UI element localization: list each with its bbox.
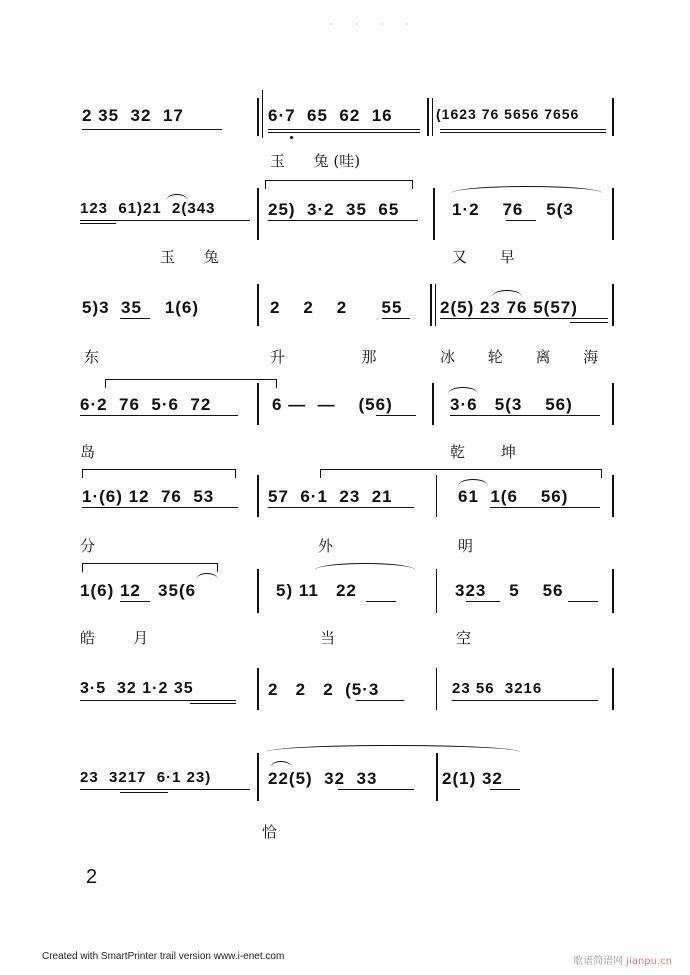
notes-measure: 323 5 56 <box>455 581 564 600</box>
lyric-line: 明 <box>458 537 474 555</box>
notes-measure: 23 3217 6·1 23) <box>80 769 212 786</box>
underline <box>356 700 404 701</box>
barline <box>436 668 437 710</box>
underline <box>366 601 396 602</box>
lyric-line: 玉 兔 (哇) <box>270 152 361 170</box>
phrase-bracket <box>105 379 277 388</box>
notes-measure: 2(1) 32 <box>442 769 503 788</box>
slur <box>452 186 602 193</box>
barline <box>427 98 429 136</box>
underline <box>268 129 420 130</box>
underline <box>466 601 500 602</box>
watermark-latin: jianpu.cn <box>626 956 672 967</box>
notes-measure: 3·6 5(3 56) <box>450 395 573 414</box>
underline <box>268 132 420 133</box>
underline <box>452 700 598 701</box>
underline <box>490 789 520 790</box>
barline <box>257 475 259 517</box>
notes-measure: 1·2 76 5(3 <box>452 200 574 219</box>
lyric-line: 皓 月 <box>80 629 149 647</box>
barline <box>257 284 259 326</box>
barline <box>612 284 614 326</box>
notes-measure: 6 — — (56) <box>272 395 393 414</box>
underline <box>80 415 238 416</box>
barline <box>612 569 614 613</box>
underline <box>190 703 236 704</box>
underline <box>120 792 168 793</box>
notes-measure: 2(5) 23 76 5(57) <box>440 298 578 317</box>
underline <box>120 318 150 319</box>
barline <box>432 98 433 136</box>
lyric-line: 空 <box>456 629 472 647</box>
underline <box>120 601 150 602</box>
score-system-2 <box>0 180 690 280</box>
score-system-4 <box>0 375 690 475</box>
score-system-8 <box>0 745 690 845</box>
lyric-line: 又 早 <box>452 248 529 266</box>
notes-measure: 57 6·1 23 21 <box>268 487 393 506</box>
notes-measure: (1623 76 5656 7656 <box>436 106 580 122</box>
phrase-bracket <box>82 469 236 478</box>
underline <box>338 789 414 790</box>
underline <box>80 220 250 221</box>
score-system-5 <box>0 465 690 565</box>
page-number: 2 <box>86 866 98 888</box>
slur <box>492 290 522 297</box>
barline <box>436 569 437 613</box>
notes-measure: 2 2 2 55 <box>270 298 403 317</box>
underline <box>506 220 536 221</box>
underline <box>440 132 606 133</box>
lyric-line: 分 <box>80 537 96 555</box>
barline <box>612 383 614 425</box>
notes-measure: 5) 11 22 <box>276 581 357 600</box>
scan-specks: · · · · <box>330 20 418 29</box>
slur <box>166 194 188 201</box>
barline <box>257 188 259 240</box>
barline <box>612 668 614 710</box>
score-system-1 <box>0 90 690 190</box>
barline <box>435 284 436 326</box>
underline <box>440 129 606 130</box>
lyric-line: 乾 坤 <box>450 443 518 461</box>
barline <box>257 668 259 710</box>
phrase-bracket <box>265 180 413 189</box>
lyric-line: 恰 <box>262 823 278 841</box>
slur <box>458 479 488 486</box>
underline <box>268 507 414 508</box>
barline <box>432 383 434 425</box>
slur <box>270 761 292 768</box>
notes-measure: 2 35 32 17 <box>82 106 184 125</box>
octave-dot <box>290 136 293 139</box>
slur <box>196 573 218 580</box>
notes-measure: 1·(6) 12 76 53 <box>82 487 215 506</box>
phrase-bracket <box>82 563 218 572</box>
underline <box>376 415 416 416</box>
lyric-line: 升 那 <box>270 348 379 366</box>
footer-credit: Created with SmartPrinter trail version www.i-enet.com <box>42 951 285 962</box>
site-watermark <box>573 952 672 967</box>
underline <box>568 601 598 602</box>
lyric-line: 当 <box>320 629 336 647</box>
barline <box>430 284 432 326</box>
barline <box>612 98 614 136</box>
lyric-line: 东 <box>84 348 100 366</box>
phrase-bracket <box>320 469 602 478</box>
barline <box>257 569 259 613</box>
notes-measure: 22(5) 32 33 <box>268 769 378 788</box>
notes-measure: 2 2 2 (5·3 <box>268 680 380 699</box>
lyric-line: 岛 <box>80 443 96 461</box>
underline <box>490 507 600 508</box>
underline <box>80 700 236 701</box>
score-system-6 <box>0 555 690 655</box>
underline <box>82 129 222 130</box>
barline <box>257 753 259 801</box>
underline <box>80 223 116 224</box>
barline <box>262 90 263 138</box>
slur <box>448 387 478 394</box>
score-system-3 <box>0 280 690 380</box>
underline <box>570 322 608 323</box>
notes-measure: 23 56 3216 <box>452 680 543 697</box>
slur <box>315 563 415 570</box>
lyric-line: 外 <box>318 537 334 555</box>
barline <box>436 475 437 517</box>
notes-measure: 61 1(6 56) <box>458 487 569 506</box>
barline <box>257 383 259 425</box>
notes-measure: 1(6) 12 35(6 <box>80 581 197 600</box>
barline <box>612 188 614 240</box>
underline <box>440 318 608 319</box>
barline <box>433 188 435 240</box>
underline <box>268 220 418 221</box>
barline <box>436 753 438 801</box>
underline <box>450 415 600 416</box>
notes-measure: 6·2 76 5·6 72 <box>80 395 212 414</box>
notes-measure: 3·5 32 1·2 35 <box>80 680 194 697</box>
watermark-cn: 歌谱简谱网 <box>573 956 624 967</box>
lyric-line: 冰 轮 离 海 <box>440 348 613 366</box>
slur <box>266 745 520 752</box>
notes-measure: 123 61)21 2(343 <box>80 200 216 217</box>
barline <box>612 475 614 517</box>
underline <box>82 507 238 508</box>
notes-measure: 6·7 65 62 16 <box>268 106 393 125</box>
underline <box>80 789 250 790</box>
notes-measure: 5)3 35 1(6) <box>82 298 200 317</box>
notes-measure: 25) 3·2 35 65 <box>268 200 400 219</box>
barline <box>257 98 259 136</box>
underline <box>382 318 410 319</box>
lyric-line: 玉 兔 <box>160 248 231 266</box>
